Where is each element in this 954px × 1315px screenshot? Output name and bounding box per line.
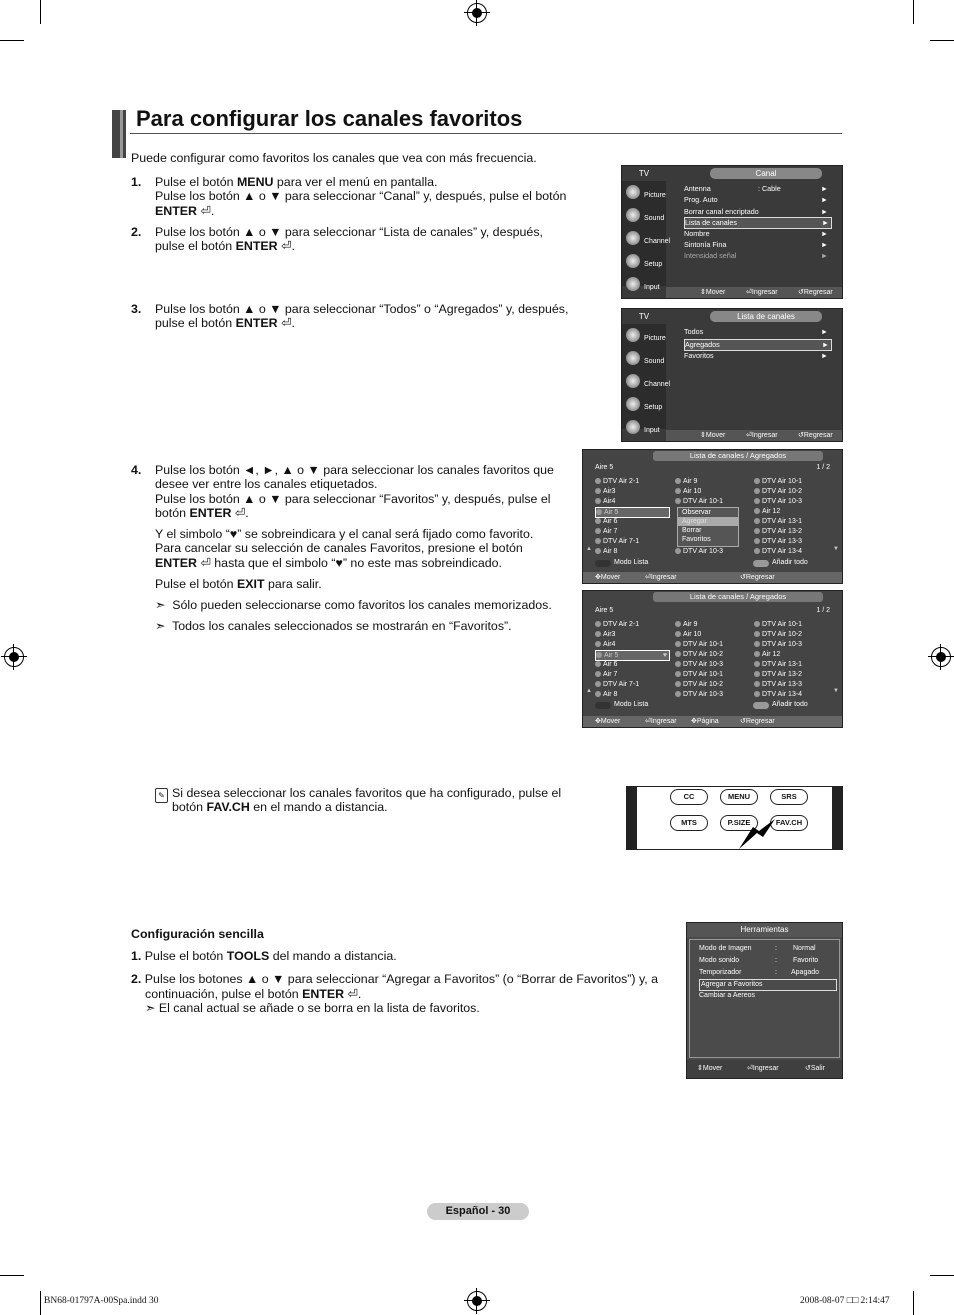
channel-item[interactable]: Air3 [595, 487, 668, 496]
tv-menu-lista [621, 308, 843, 442]
check-icon [595, 691, 601, 697]
intro-text: Puede configurar como favoritos los canales que vea con más frecuencia. [131, 151, 537, 165]
print-date: 2008-08-07 □□ 2:14:47 [800, 1296, 890, 1306]
side-picture: Picture [624, 183, 666, 204]
check-icon [675, 478, 681, 484]
channel-item[interactable]: DTV Air 10-1 [675, 640, 748, 649]
check-icon [754, 621, 760, 627]
check-icon [675, 641, 681, 647]
menu-item-intensidad[interactable]: Intensidad señal ► [684, 251, 828, 260]
tv-menu-canal [621, 165, 843, 299]
channel-item[interactable]: Air 8 [595, 690, 668, 699]
channel-item[interactable]: DTV Air 10-1 [754, 620, 827, 629]
check-icon [754, 478, 760, 484]
psize-button[interactable]: P.SIZE [720, 815, 758, 831]
check-icon [754, 651, 760, 657]
check-icon [754, 528, 760, 534]
tools-item-cambiar-aereos[interactable]: Cambiar a Aereos [699, 992, 756, 999]
step-number: 3. [131, 302, 142, 316]
note-arrow-icon: ➣ [155, 598, 166, 612]
menu-button[interactable]: MENU [720, 789, 758, 805]
crop-mark [913, 0, 914, 24]
srs-button[interactable]: SRS [770, 789, 808, 805]
channel-item[interactable]: DTV Air 10-3 [675, 547, 748, 556]
channel-item[interactable]: Air3 [595, 630, 668, 639]
menu-item-agregados[interactable]: Agregados ► [684, 339, 832, 351]
check-icon [595, 631, 601, 637]
tools-item-modo-sonido[interactable]: Modo sonido : Favorito [699, 957, 819, 964]
channel-item[interactable]: Air 10 [675, 487, 748, 496]
page-indicator: 1 / 2 [816, 607, 830, 614]
channel-popup-menu [677, 507, 739, 547]
menu-header: Lista de canales [710, 311, 822, 322]
channel-item[interactable]: DTV Air 13-3 [754, 537, 827, 546]
channel-list-header: Lista de canales / Agregados [653, 592, 823, 602]
tv-label: TV [638, 169, 650, 178]
check-icon [596, 509, 602, 515]
channel-item[interactable]: DTV Air 10-2 [754, 630, 827, 639]
tools-item-modo-imagen[interactable]: Modo de Imagen : Normal [699, 945, 816, 952]
channel-item[interactable]: DTV Air 13-1 [754, 517, 827, 526]
step-4-extra: Y el simbolo “♥” se sobreindicara y el canal será fijado como favorito. Para cancelar su selección de canales Favoritos, presione el botón ENTER ⏎ hasta que el simbolo “♥” no este mas sobreindicado. [155, 527, 534, 570]
check-icon [595, 671, 601, 677]
registration-mark-icon [467, 1291, 487, 1311]
side-picture: Picture [624, 326, 666, 347]
green-button-icon [753, 560, 769, 567]
channel-list-footer: ✥ Mover ⏎ Ingresar ✥ Página ↺ Regresar [583, 716, 842, 727]
check-icon [754, 631, 760, 637]
popup-borrar[interactable]: Borrar [682, 527, 702, 534]
crop-mark [40, 1291, 41, 1315]
current-channel: Aire 5 [595, 464, 614, 471]
channel-item[interactable]: DTV Air 13-2 [754, 670, 827, 679]
side-sound: Sound [624, 206, 666, 227]
check-icon [675, 621, 681, 627]
check-icon [754, 518, 760, 524]
cc-button[interactable]: CC [670, 789, 708, 805]
check-icon [754, 548, 760, 554]
anadir-todo-label: Añadir todo [772, 559, 808, 566]
side-input: Input [624, 275, 666, 296]
check-icon [754, 498, 760, 504]
modo-lista-label: Modo Lista [614, 559, 649, 566]
tools-item-agregar-favoritos[interactable]: Agregar a Favoritos [699, 979, 837, 991]
crop-mark [0, 1275, 24, 1276]
channel-item[interactable]: Air4 [595, 497, 668, 506]
note-arrow-icon: ➣ [145, 1001, 156, 1016]
channel-item[interactable]: Air 12 [754, 650, 827, 659]
tools-item-temporizador[interactable]: Temporizador : Apagado [699, 969, 820, 976]
menu-item-borrar[interactable]: Borrar canal encriptado ► [684, 207, 828, 216]
registration-mark-icon [931, 647, 951, 667]
check-icon [754, 671, 760, 677]
check-icon [675, 681, 681, 687]
step-3-text: Pulse los botón ▲ o ▼ para seleccionar “Todos” o “Agregados” y, después, pulse el botón ENTER ⏎. [155, 302, 569, 331]
enter-icon: ⏎ [281, 239, 292, 254]
check-icon [675, 631, 681, 637]
easy-step-2: 2. Pulse los botones ▲ o ▼ para seleccionar “Agregar a Favoritos” (o “Borrar de Favoritos”) y, a [131, 972, 659, 986]
channel-item[interactable]: DTV Air 13-2 [754, 527, 827, 536]
side-setup: Setup [624, 395, 666, 416]
side-sound: Sound [624, 349, 666, 370]
note-1: ➣ Sólo pueden seleccionarse como favoritos los canales memorizados. [155, 598, 552, 612]
page-title: Para configurar los canales favoritos [136, 106, 523, 131]
red-button-icon [595, 560, 611, 567]
channel-item[interactable]: Air 7 [595, 527, 668, 536]
check-icon [595, 621, 601, 627]
step-2-text: Pulse los botón ▲ o ▼ para seleccionar “Lista de canales” y, después, pulse el botón ENTER ⏎. [155, 225, 543, 254]
channel-item[interactable]: DTV Air 10-3 [675, 690, 748, 699]
channel-item[interactable]: DTV Air 7-1 [595, 680, 668, 689]
channel-item[interactable]: DTV Air 2-1 [595, 477, 668, 486]
note-arrow-icon: ➣ [155, 619, 166, 633]
modo-lista-label: Modo Lista [614, 701, 649, 708]
easy-heading: Configuración sencilla [131, 927, 264, 941]
heart-icon: ♥ [662, 652, 667, 659]
check-icon [675, 671, 681, 677]
menu-item-nombre[interactable]: Nombre ► [684, 229, 828, 238]
channel-item[interactable]: DTV Air 10-1 [754, 477, 827, 486]
enter-icon: ⏎ [347, 987, 358, 1001]
check-icon [754, 508, 760, 514]
check-icon [675, 651, 681, 657]
channel-item[interactable]: DTV Air 10-2 [754, 487, 827, 496]
tools-header: Herramientas [687, 923, 842, 937]
check-icon [595, 641, 601, 647]
favch-button[interactable]: FAV.CH [770, 815, 808, 831]
channel-item[interactable]: DTV Air 10-3 [754, 497, 827, 506]
tools-footer: ⇕ Mover ⏎ Ingresar ↺ Salir [687, 1060, 842, 1078]
side-channel: Channel [624, 372, 666, 393]
channel-item[interactable]: DTV Air 13-4 [754, 690, 827, 699]
remote-control-illustration [626, 786, 843, 850]
check-icon [754, 691, 760, 697]
title-bar-decoration [112, 110, 126, 158]
crop-mark [913, 1291, 914, 1315]
easy-step-1: 1. Pulse el botón TOOLS del mando a distancia. [131, 949, 397, 963]
channel-item[interactable]: DTV Air 10-1 [675, 670, 748, 679]
check-icon [595, 498, 601, 504]
check-icon [675, 498, 681, 504]
menu-item-favoritos[interactable]: Favoritos ► [684, 351, 828, 360]
check-icon [595, 538, 601, 544]
popup-favoritos[interactable]: Favoritos [682, 536, 711, 543]
remote-note-icon: ✎ [155, 788, 168, 803]
side-setup: Setup [624, 252, 666, 273]
channel-item[interactable]: DTV Air 7-1 [595, 537, 668, 546]
step-4-text: Pulse los botón ◄, ►, ▲ o ▼ para seleccionar los canales favoritos que desee ver entre los canales etiquetados. Pulse los botón ▲ o ▼ para seleccionar “Favoritos” y, después, pulse el botón ENTER ⏎. [155, 463, 554, 521]
side-input: Input [624, 418, 666, 439]
check-icon [595, 681, 601, 687]
step-1-text: Pulse el botón MENU para ver el menú en pantalla. Pulse los botón ▲ o ▼ para seleccionar “Canal” y, después, pulse el botón ENTER ⏎. [155, 175, 567, 218]
channel-item[interactable]: DTV Air 10-2 [675, 650, 748, 659]
crop-mark [930, 1275, 954, 1276]
channel-item[interactable]: Air 7 [595, 670, 668, 679]
check-icon [595, 528, 601, 534]
channel-item[interactable]: Air 6 [595, 660, 668, 669]
channel-item[interactable]: Air 5 [595, 507, 670, 518]
check-icon [595, 488, 601, 494]
channel-list-header: Lista de canales / Agregados [653, 451, 823, 461]
tools-menu [686, 922, 843, 1079]
enter-icon: ⏎ [200, 555, 211, 570]
file-name: BN68-01797A-00Spa.indd 30 [44, 1296, 159, 1306]
menu-item-todos[interactable]: Todos ► [684, 327, 828, 336]
mts-button[interactable]: MTS [670, 815, 708, 831]
channel-item[interactable]: DTV Air 10-1 [675, 497, 748, 506]
side-channel: Channel [624, 229, 666, 250]
pointer-arrow-icon [727, 817, 787, 849]
easy-step-2-cont: continuación, pulse el botón ENTER ⏎. ➣ El canal actual se añade o se borra en la lista de favoritos. [145, 987, 480, 1016]
page-number: Español - 30 [427, 1203, 529, 1220]
check-icon [595, 478, 601, 484]
menu-item-sintonia[interactable]: Sintonía Fina ► [684, 240, 828, 249]
scroll-up-icon[interactable]: ▲ [586, 688, 592, 694]
title-rule [130, 133, 842, 134]
channel-item[interactable]: DTV Air 13-1 [754, 660, 827, 669]
red-button-icon [595, 702, 611, 709]
menu-header: Canal [710, 168, 822, 179]
channel-item[interactable]: DTV Air 13-3 [754, 680, 827, 689]
channel-item[interactable]: Air 6 [595, 517, 668, 526]
check-icon [675, 661, 681, 667]
menu-footer: ⇕ Mover ⏎ Ingresar ↺ Regresar [666, 430, 842, 441]
step-number: 4. [131, 463, 142, 477]
popup-observar[interactable]: Observar [682, 509, 711, 516]
check-icon [675, 548, 681, 554]
channel-item[interactable]: DTV Air 13-4 [754, 547, 827, 556]
check-icon [754, 661, 760, 667]
check-icon [596, 652, 602, 658]
check-icon [754, 538, 760, 544]
step-number: 1. [131, 175, 142, 189]
menu-item-lista[interactable]: Lista de canales ► [684, 217, 832, 229]
channel-item[interactable]: Air 9 [675, 620, 748, 629]
menu-item-antenna[interactable]: Antenna : Cable ► [684, 184, 828, 193]
check-icon [754, 641, 760, 647]
channel-list-2 [582, 590, 843, 728]
page-indicator: 1 / 2 [816, 464, 830, 471]
step-number: 2. [131, 225, 142, 239]
channel-item[interactable]: Air 9 [675, 477, 748, 486]
popup-agregar[interactable]: Agregar [678, 517, 738, 526]
check-icon [595, 518, 601, 524]
channel-item[interactable]: Air 10 [675, 630, 748, 639]
scroll-down-icon[interactable]: ▼ [833, 546, 839, 552]
exit-instruction: Pulse el botón EXIT para salir. [155, 577, 322, 591]
crop-mark [930, 40, 954, 41]
crop-mark [40, 0, 41, 24]
menu-footer: ⇕ Mover ⏎ Ingresar ↺ Regresar [666, 287, 842, 298]
current-channel: Aire 5 [595, 607, 614, 614]
anadir-todo-label: Añadir todo [772, 701, 808, 708]
tv-label: TV [638, 312, 650, 321]
check-icon [675, 691, 681, 697]
registration-mark-icon [4, 647, 24, 667]
channel-item[interactable]: Air 8 [595, 547, 668, 556]
green-button-icon [753, 702, 769, 709]
check-icon [595, 548, 601, 554]
crop-mark [0, 40, 24, 41]
check-icon [754, 488, 760, 494]
menu-item-prog-auto[interactable]: Prog. Auto ► [684, 195, 828, 204]
check-icon [754, 681, 760, 687]
scroll-up-icon[interactable]: ▲ [586, 546, 592, 552]
registration-mark-icon [467, 3, 487, 23]
channel-item[interactable]: DTV Air 10-3 [754, 640, 827, 649]
check-icon [595, 661, 601, 667]
channel-item[interactable]: DTV Air 2-1 [595, 620, 668, 629]
channel-item[interactable]: DTV Air 10-2 [675, 680, 748, 689]
scroll-down-icon[interactable]: ▼ [833, 688, 839, 694]
channel-item[interactable]: Air 5 ♥ [595, 650, 670, 661]
channel-item[interactable]: Air4 [595, 640, 668, 649]
enter-icon: ⏎ [234, 506, 246, 521]
channel-list-1 [582, 449, 843, 584]
remote-note: Si desea seleccionar los canales favoritos que ha configurado, pulse el botón FAV.CH en el mando a distancia. [172, 786, 562, 815]
check-icon [675, 488, 681, 494]
channel-item[interactable]: DTV Air 10-3 [675, 660, 748, 669]
enter-icon: ⏎ [200, 203, 211, 218]
note-2: ➣ Todos los canales seleccionados se mostrarán en “Favoritos”. [155, 619, 512, 633]
enter-icon: ⏎ [281, 316, 292, 331]
channel-list-footer: ✥ Mover ⏎ Ingresar ↺ Regresar [583, 572, 842, 583]
channel-item[interactable]: Air 12 [754, 507, 827, 516]
title-bar-decoration [120, 110, 123, 158]
